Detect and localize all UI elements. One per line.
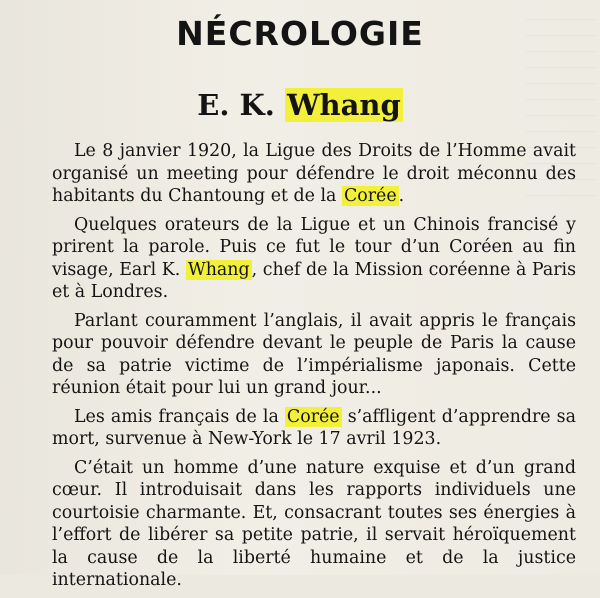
obituary-body bbox=[52, 140, 576, 598]
subject-initials: E. K. bbox=[197, 88, 275, 122]
subject-surname-highlighted: Whang bbox=[286, 88, 401, 122]
text-run: s’affligent d’apprendre sa mort, survenue à New-York le 17 avril 1923. bbox=[52, 406, 576, 449]
highlighted-term: Corée bbox=[286, 406, 340, 427]
text-run: Parlant couramment l’anglais, il avait appris le français pour pouvoir défendre devant le peuple de Paris la cause de sa patrie victime de l’impérialisme japonais. Cette réunion était pour lui un grand jour... bbox=[52, 310, 576, 398]
text-run: Les amis français de la bbox=[74, 406, 285, 427]
paragraph bbox=[52, 310, 576, 400]
text-run: . bbox=[398, 186, 405, 206]
paragraph bbox=[52, 140, 576, 208]
text-run: Le 8 janvier 1920, la Ligue des Droits de l’Homme avait organisé un meeting pour défendre le droit méconnu des habitants du Chantoung et de la bbox=[52, 141, 576, 206]
obituary-title bbox=[0, 88, 600, 122]
section-heading: NÉCROLOGIE bbox=[176, 14, 424, 53]
text-run: , chef de la Mission coréenne à Paris et à Londres. bbox=[52, 259, 576, 302]
paragraph bbox=[52, 457, 576, 592]
text-run: C’était un homme d’une nature exquise et d’un grand cœur. Il introduisait dans les rapports individuels une courtoisie charmante. Et, consacrant toutes ses énergies à l’effort de libérer sa petite patrie, il servait héroïquement la cause de la liberté humaine et de la justice internationale. bbox=[52, 457, 576, 590]
highlighted-term: Corée bbox=[343, 186, 397, 206]
text-run: Quelques orateurs de la Ligue et un Chinois francisé y prirent la parole. Puis ce fut le tour d’un Coréen au fin visage, Earl K. bbox=[52, 214, 576, 280]
highlighted-term: Whang bbox=[187, 259, 250, 280]
paragraph bbox=[52, 406, 576, 451]
paragraph bbox=[52, 214, 576, 304]
